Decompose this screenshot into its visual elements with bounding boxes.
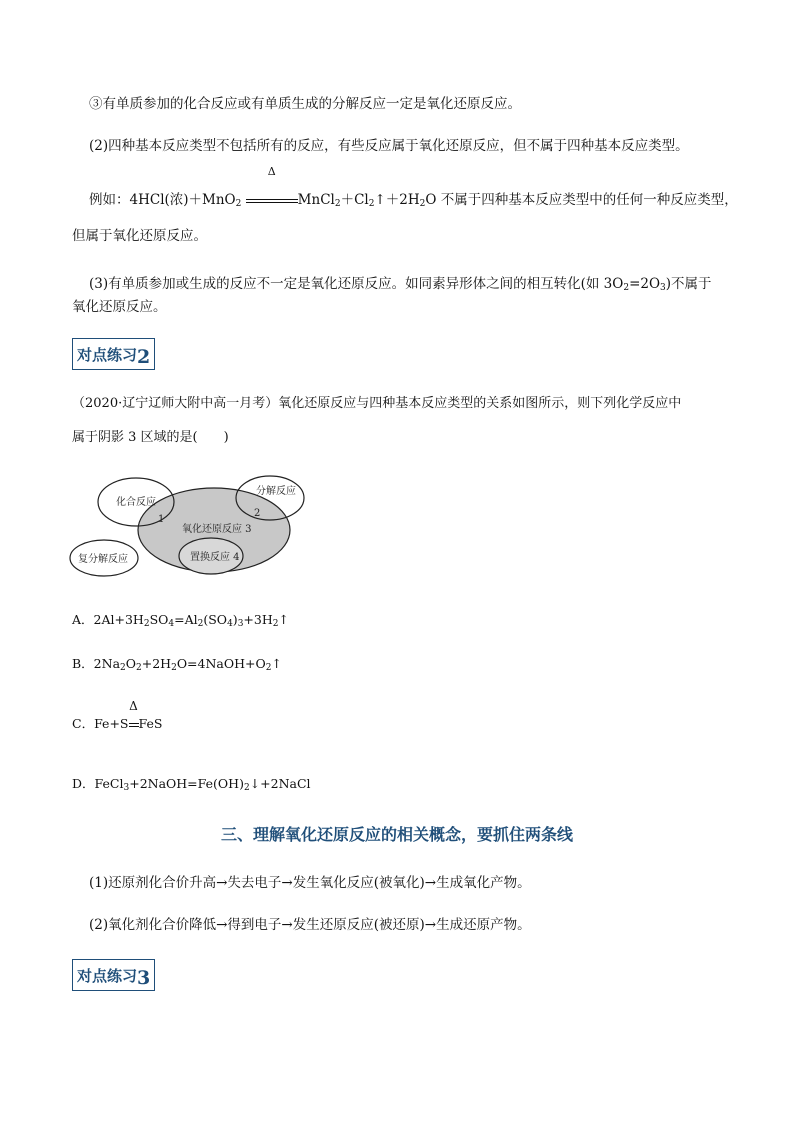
subscript: 2 xyxy=(265,663,272,673)
opt-b-text: B．2Na xyxy=(72,656,121,671)
label-combination: 化合反应 xyxy=(116,497,156,508)
example-products-d: O 不属于四种基本反应类型中的任何一种反应类型， xyxy=(425,192,738,208)
example-reactants: 例如：4HCl(浓)＋MnO xyxy=(89,192,236,208)
opt-a-text: ) xyxy=(232,612,238,627)
opt-d-text: ↓+2NaCl xyxy=(249,776,311,791)
opt-a-text: ↑ xyxy=(278,612,289,627)
opt-c-text: FeS xyxy=(138,716,163,731)
note3-text-c: )不属于 xyxy=(665,276,712,292)
subscript: 2 xyxy=(120,663,126,673)
note-item-3: ③有单质参加的化合反应或有单质生成的分解反应一定是氧化还原反应。 xyxy=(89,96,521,112)
section-3-line-1: (1)还原剂化合价升高→失去电子→发生氧化反应(被氧化)→生成氧化产物。 xyxy=(89,875,531,891)
question-line-2: 属于阴影 3 区域的是( ) xyxy=(72,430,229,445)
opt-a-text: =Al xyxy=(174,612,198,627)
opt-a-text: A．2Al+3H xyxy=(72,612,144,627)
subscript: 2 xyxy=(143,619,150,629)
label-region-1: 1 xyxy=(158,514,165,525)
opt-b-text: O=4NaOH+O xyxy=(176,656,266,671)
example-products-b: ＋Cl xyxy=(340,192,369,208)
heating-equals-sign xyxy=(129,699,139,734)
opt-c-text: C．Fe+S xyxy=(72,716,129,731)
note3-text-b: =2O xyxy=(629,276,661,292)
opt-b-text: ↑ xyxy=(271,656,282,671)
example-equation xyxy=(89,165,738,218)
note-paragraph-3-line-2: 氧化还原反应。 xyxy=(72,299,167,315)
practice-number: 2 xyxy=(137,346,151,368)
option-b xyxy=(72,654,282,674)
opt-d-text: +2NaOH=Fe(OH) xyxy=(129,776,244,791)
example-products-a: MnCl xyxy=(297,192,335,208)
example-products-c: ↑＋2H xyxy=(374,192,420,208)
practice-number: 3 xyxy=(137,967,151,989)
heating-equals-sign xyxy=(246,165,298,218)
option-c xyxy=(72,699,163,734)
subscript: 2 xyxy=(136,663,142,673)
label-redox: 氧化还原反应 3 xyxy=(182,524,252,535)
subscript: 2 xyxy=(623,283,630,293)
subscript: 3 xyxy=(660,283,666,293)
practice-label-text: 对点练习 xyxy=(77,346,138,364)
subscript: 3 xyxy=(237,619,244,629)
opt-a-text: +3H xyxy=(243,612,273,627)
subscript: 4 xyxy=(168,619,175,629)
option-a xyxy=(72,610,289,630)
question-line-1: （2020·辽宁辽师大附中高一月考）氧化还原反应与四种基本反应类型的关系如图所示，则下列化学反应中 xyxy=(72,396,682,411)
practice-label-text: 对点练习 xyxy=(77,967,138,985)
subscript: 4 xyxy=(227,619,233,629)
section-3-line-2: (2)氧化剂化合价降低→得到电子→发生还原反应(被还原)→生成还原产物。 xyxy=(89,917,531,933)
label-double-decomposition: 复分解反应 xyxy=(78,554,128,565)
section-3-heading: 三、理解氧化还原反应的相关概念，要抓住两条线 xyxy=(220,825,573,844)
subscript: 2 xyxy=(243,783,250,793)
label-decomposition: 分解反应 xyxy=(256,486,296,497)
opt-b-text: +2H xyxy=(141,656,172,671)
subscript: 3 xyxy=(123,783,130,793)
subscript: 2 xyxy=(235,199,242,209)
opt-a-text: SO xyxy=(149,612,169,627)
subscript: 2 xyxy=(334,199,341,209)
delta-symbol: Δ xyxy=(267,165,276,178)
note3-text-a: (3)有单质参加或生成的反应不一定是氧化还原反应。如同素异形体之间的相互转化(如 3O xyxy=(89,276,624,292)
opt-a-text: (SO xyxy=(203,612,228,627)
subscript: 2 xyxy=(419,199,426,209)
practice-3-label xyxy=(72,959,155,991)
double-bar xyxy=(129,723,139,727)
subscript: 2 xyxy=(197,619,204,629)
subscript: 2 xyxy=(368,199,375,209)
opt-d-text: D．FeCl xyxy=(72,776,124,791)
delta-symbol: Δ xyxy=(129,699,138,713)
label-region-2: 2 xyxy=(254,508,261,519)
note-paragraph-2: (2)四种基本反应类型不包括所有的反应，有些反应属于氧化还原反应，但不属于四种基本反应类型。 xyxy=(89,138,689,154)
option-d xyxy=(72,774,311,794)
label-displacement: 置换反应 4 xyxy=(190,552,240,563)
double-bar xyxy=(246,199,298,203)
practice-2-label xyxy=(72,338,155,370)
subscript: 2 xyxy=(171,663,177,673)
subscript: 2 xyxy=(272,619,279,629)
example-line-2: 但属于氧化还原反应。 xyxy=(72,228,207,244)
opt-b-text: O xyxy=(125,656,137,671)
reaction-type-diagram xyxy=(66,470,316,582)
